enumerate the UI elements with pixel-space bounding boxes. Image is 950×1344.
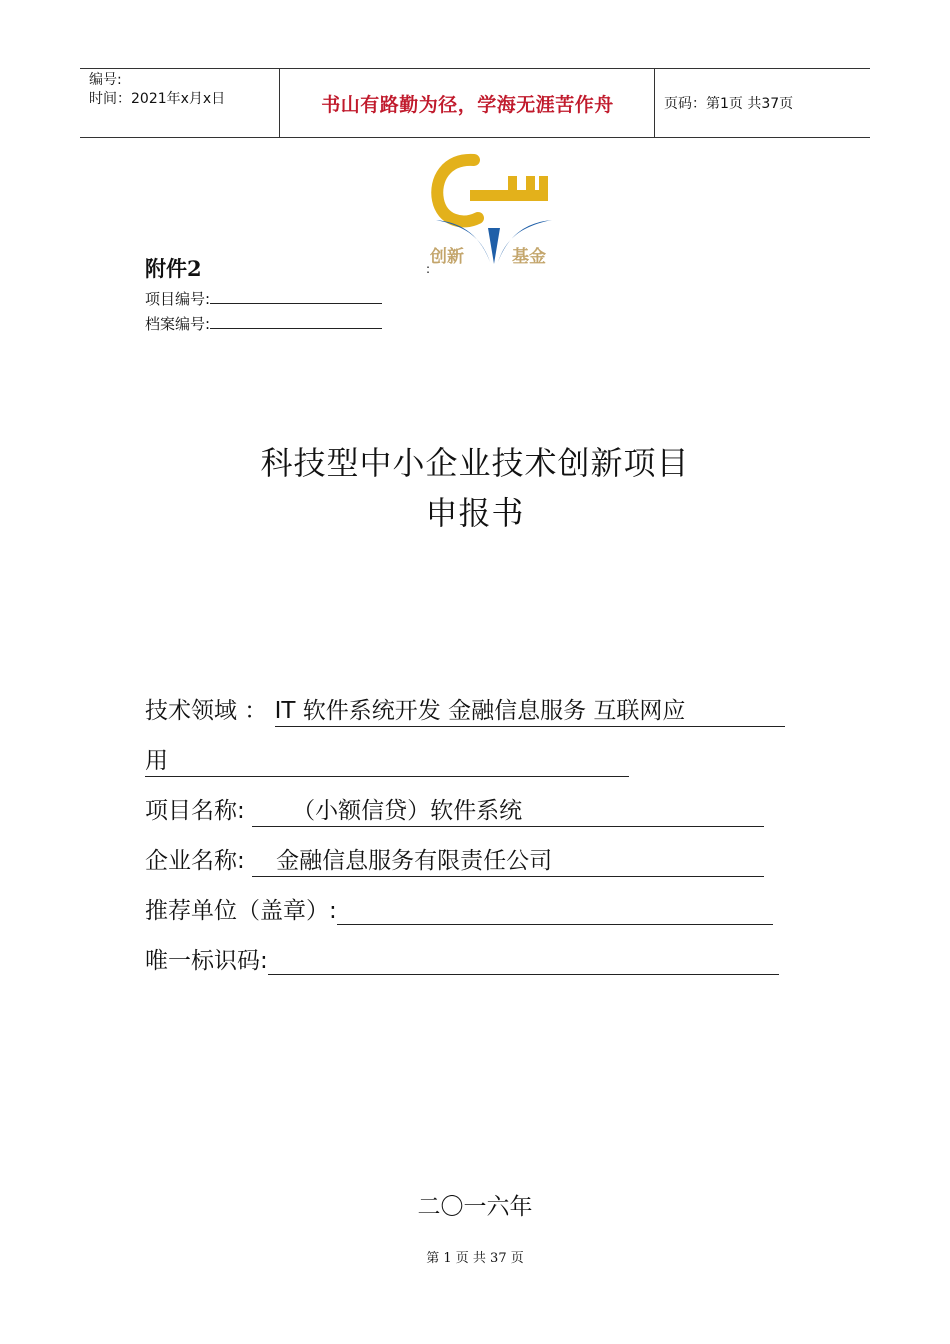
key-logo-icon [426, 150, 562, 272]
project-name-label: 项目名称: [145, 798, 245, 824]
svg-text:创新: 创新 [430, 247, 464, 267]
project-name-value: （小额信贷）软件系统 [292, 798, 523, 824]
attachment-label: 附件2 [145, 256, 202, 281]
document-subtitle: 申报书 [425, 494, 525, 532]
page-footer: 第 1 页 共 37 页 [426, 1251, 524, 1266]
tech-domain-label: 技术领域 [145, 698, 237, 724]
project-name-row [145, 792, 764, 827]
tech-domain-value-cont[interactable]: 用 [145, 742, 629, 777]
project-number-row [145, 288, 382, 309]
document-year: 二〇一六年 [417, 1194, 533, 1220]
project-number-blank[interactable] [210, 289, 382, 304]
project-number-label: 项目编号: [145, 290, 211, 308]
unique-code-label: 唯一标识码: [145, 948, 268, 974]
unique-code-field[interactable] [268, 947, 779, 975]
serial-label: 编号: [89, 72, 122, 88]
archive-number-blank[interactable] [210, 314, 382, 329]
recommender-field[interactable] [337, 897, 773, 925]
header-table [80, 68, 870, 138]
company-name-value: 金融信息服务有限责任公司 [276, 848, 553, 874]
svg-text:基金: 基金 [512, 247, 546, 267]
company-name-field[interactable] [252, 842, 764, 877]
tech-domain-separator: ： [237, 698, 268, 724]
tech-domain-row [145, 692, 785, 727]
company-name-row [145, 842, 764, 877]
company-name-label: 企业名称: [145, 848, 245, 874]
tech-domain-value[interactable]: IT 软件系统开发 金融信息服务 互联网应 [275, 692, 785, 727]
page-info: 页码：第1页 共37页 [664, 96, 794, 112]
innovation-fund-logo [426, 150, 562, 272]
time-label: 时间：2021年x月x日 [89, 91, 226, 107]
project-name-field[interactable] [252, 792, 764, 827]
header-meta-cell [80, 69, 280, 137]
unique-code-row [145, 942, 779, 975]
recommender-row [145, 892, 773, 925]
archive-number-row [145, 313, 382, 334]
stray-colon: : [426, 262, 431, 276]
recommender-label: 推荐单位（盖章）: [145, 898, 337, 924]
motto: 书山有路勤为径，学海无涯苦作舟 [281, 69, 655, 137]
tech-domain-row-cont [145, 742, 629, 777]
document-title: 科技型中小企业技术创新项目 [260, 444, 690, 482]
archive-number-label: 档案编号: [145, 315, 211, 333]
